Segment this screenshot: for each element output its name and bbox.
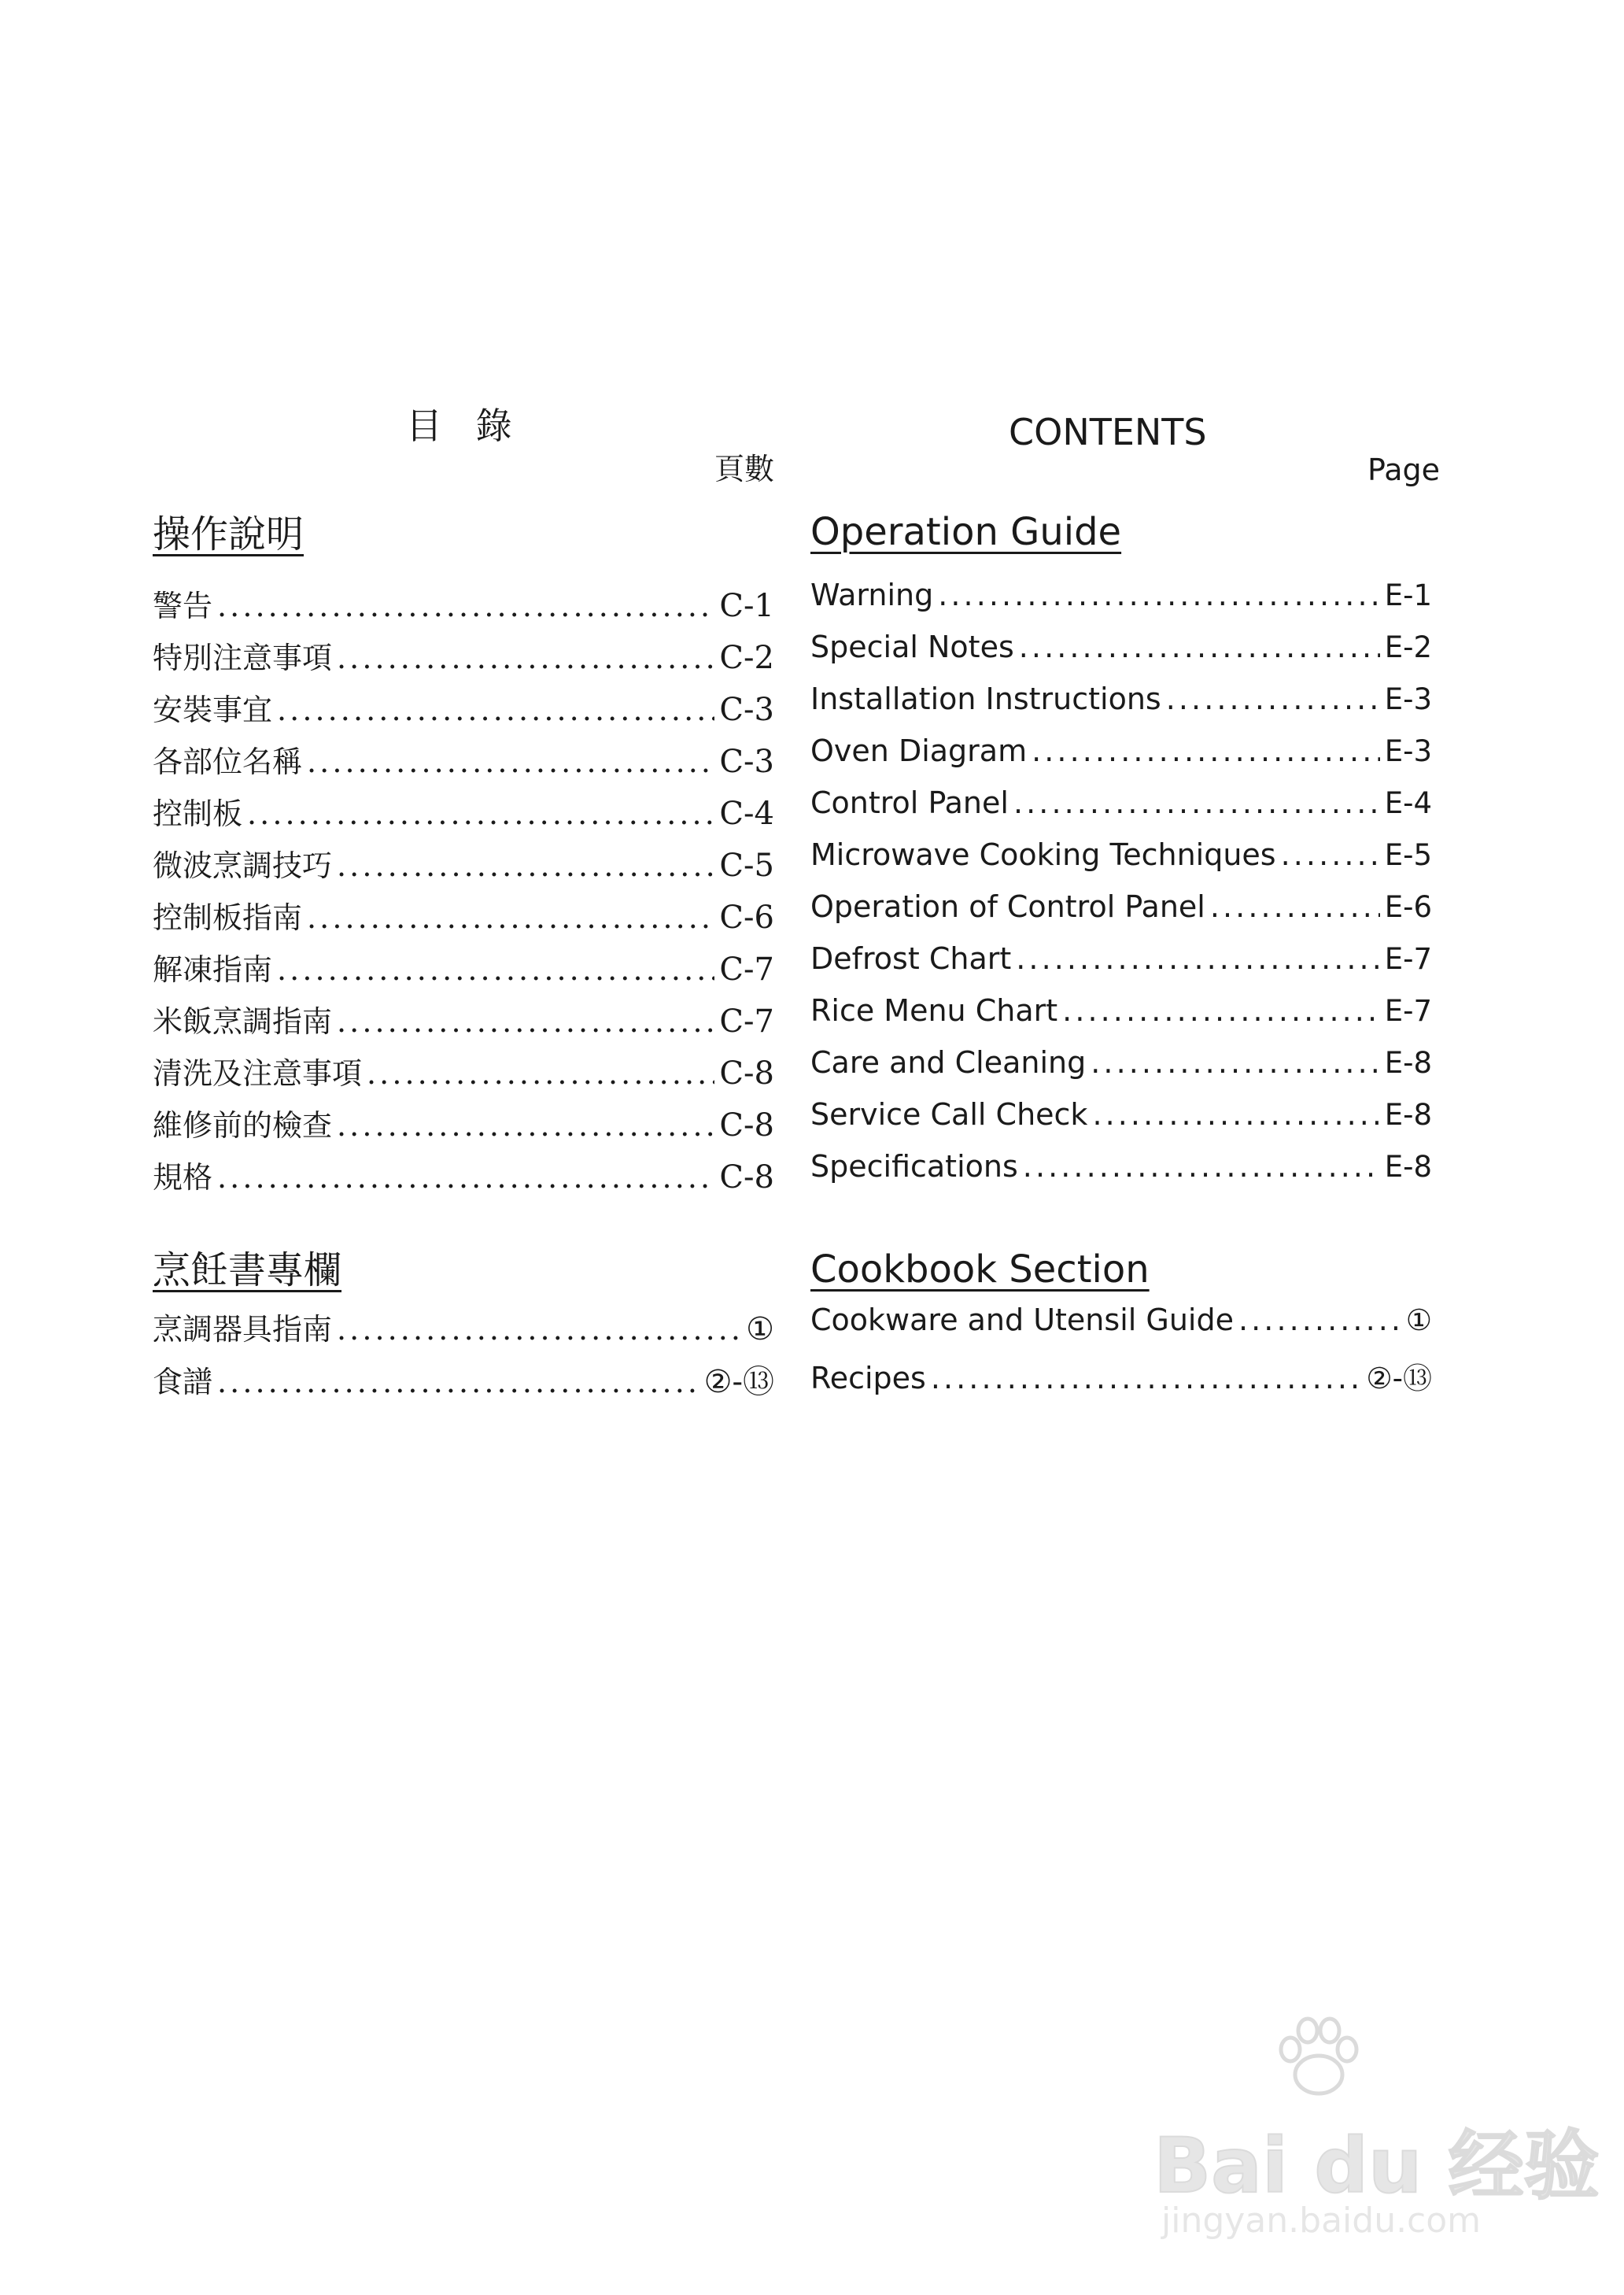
toc-entry-label: Rice Menu Chart: [810, 993, 1058, 1028]
toc-entry-page: E-5: [1384, 838, 1432, 872]
toc-entry-label: 清洗及注意事項: [153, 1056, 363, 1091]
toc-entry: [810, 837, 1432, 889]
toc-entry-label: Warning: [810, 578, 934, 612]
toc-entry: [153, 1049, 774, 1101]
toc-title-chinese: 目 錄: [406, 405, 523, 447]
toc-entry: [153, 841, 774, 893]
dot-leader: [1166, 682, 1380, 716]
toc-entry-label: Installation Instructions: [810, 682, 1161, 716]
toc-entry-page: E-3: [1384, 682, 1432, 716]
toc-entry-page: C-3: [719, 692, 774, 728]
dot-leader: [337, 848, 714, 883]
toc-entry-label: 米飯烹調指南: [153, 1004, 333, 1039]
toc-entry-page: E-8: [1384, 1150, 1432, 1184]
toc-entry-page: C-1: [719, 588, 774, 624]
toc-entry-page: ②-⑬: [703, 1364, 774, 1400]
operation-section-english: [810, 510, 1432, 1201]
toc-entry-page: E-6: [1384, 890, 1432, 924]
toc-entry-page: ①: [746, 1311, 774, 1347]
toc-entry: [153, 737, 774, 789]
dot-leader: [1091, 1045, 1379, 1080]
toc-entry-page: C-8: [719, 1107, 774, 1144]
dot-leader: [277, 952, 714, 987]
watermark-url: jingyan.baidu.com: [1161, 2201, 1482, 2241]
toc-entry: [153, 1305, 774, 1357]
page-column-header-english: Page: [1367, 453, 1440, 487]
toc-entry-page: C-3: [719, 744, 774, 780]
dot-leader: [1092, 1097, 1379, 1132]
toc-entry-label: Microwave Cooking Techniques: [810, 837, 1276, 872]
dot-leader: [217, 1365, 699, 1399]
dot-leader: [1016, 941, 1379, 976]
toc-entry: [153, 1357, 774, 1409]
toc-entry: [810, 941, 1432, 993]
toc-entry-page: E-1: [1384, 578, 1432, 612]
toc-title-english: CONTENTS: [1009, 411, 1207, 453]
dot-leader: [1238, 1303, 1401, 1337]
toc-entry-label: 規格: [153, 1160, 213, 1195]
dot-leader: [1210, 889, 1380, 924]
dot-leader: [931, 1361, 1362, 1395]
section-heading: 操作說明: [153, 512, 304, 556]
toc-entry-page: E-7: [1384, 942, 1432, 976]
dot-leader: [1281, 837, 1380, 872]
toc-entry-label: 食譜: [153, 1365, 213, 1399]
toc-entry: [810, 1149, 1432, 1201]
toc-entry-page: ②-⑬: [1366, 1362, 1432, 1395]
toc-entry-label: 警告: [153, 589, 213, 623]
toc-entry-label: 烹調器具指南: [153, 1312, 333, 1347]
dot-leader: [337, 1312, 741, 1347]
dot-leader: [1013, 785, 1380, 820]
toc-entry-label: Cookware and Utensil Guide: [810, 1303, 1234, 1337]
toc-entry: [153, 1153, 774, 1205]
operation-section-chinese: [153, 504, 774, 1205]
toc-entry-label: Operation of Control Panel: [810, 889, 1205, 924]
toc-entry-label: 解凍指南: [153, 952, 273, 987]
paw-logo-icon: [1272, 2012, 1366, 2106]
dot-leader: [367, 1056, 714, 1091]
toc-entry: [153, 945, 774, 997]
toc-entry-page: C-8: [719, 1055, 774, 1092]
cookbook-section-english: [810, 1247, 1432, 1406]
toc-entry: [810, 1045, 1432, 1097]
toc-entry: [153, 997, 774, 1049]
toc-entry: [153, 1101, 774, 1153]
toc-entry-label: Care and Cleaning: [810, 1045, 1087, 1080]
toc-entry: [153, 789, 774, 841]
dot-leader: [938, 578, 1379, 612]
dot-leader: [337, 1108, 714, 1143]
toc-entry-page: C-7: [719, 952, 774, 988]
toc-entry: [810, 993, 1432, 1045]
baidu-watermark: [1153, 2012, 1600, 2248]
toc-entry: [153, 893, 774, 945]
toc-entry: [810, 682, 1432, 734]
toc-entry: [810, 889, 1432, 941]
toc-entry-page: C-8: [719, 1159, 774, 1196]
toc-entry-label: 控制板: [153, 796, 243, 831]
toc-entry-page: E-4: [1384, 786, 1432, 820]
toc-entry-page: C-6: [719, 900, 774, 936]
toc-entry-page: E-2: [1384, 630, 1432, 664]
dot-leader: [217, 589, 714, 623]
page-column-header-chinese: 頁數: [714, 452, 774, 486]
toc-entry-page: C-4: [719, 796, 774, 832]
dot-leader: [1032, 734, 1380, 768]
toc-entry-label: 安裝事宜: [153, 693, 273, 727]
dot-leader: [1019, 630, 1380, 664]
toc-entry-label: 微波烹調技巧: [153, 848, 333, 883]
toc-entry: [153, 582, 774, 634]
toc-entry-page: E-7: [1384, 994, 1432, 1028]
dot-leader: [217, 1160, 714, 1195]
toc-entry-label: 各部位名稱: [153, 745, 303, 779]
toc-entry-label: 維修前的檢查: [153, 1108, 333, 1143]
toc-entry: [810, 1303, 1432, 1354]
section-heading: 烹飪書專欄: [153, 1248, 342, 1292]
toc-entry-label: Service Call Check: [810, 1097, 1088, 1132]
toc-entry-label: Control Panel: [810, 785, 1009, 820]
toc-entry-label: Specifications: [810, 1149, 1018, 1184]
section-heading: Cookbook Section: [810, 1247, 1150, 1292]
dot-leader: [277, 693, 714, 727]
toc-entry: [810, 1354, 1432, 1406]
section-heading: Operation Guide: [810, 510, 1122, 554]
toc-entry-label: Defrost Chart: [810, 941, 1012, 976]
dot-leader: [337, 641, 714, 675]
toc-entry-page: C-7: [719, 1003, 774, 1040]
dot-leader: [307, 900, 714, 935]
toc-entry: [810, 1097, 1432, 1149]
toc-entry: [810, 785, 1432, 837]
toc-entry-page: E-8: [1384, 1098, 1432, 1132]
toc-entry: [153, 634, 774, 686]
toc-entry: [810, 578, 1432, 630]
toc-entry-page: C-5: [719, 848, 774, 884]
toc-entry-label: Recipes: [810, 1361, 926, 1395]
dot-leader: [307, 745, 714, 779]
toc-entry-label: Special Notes: [810, 630, 1014, 664]
toc-entry: [810, 734, 1432, 785]
dot-leader: [337, 1004, 714, 1039]
toc-entry-page: E-3: [1384, 734, 1432, 768]
dot-leader: [1023, 1149, 1380, 1184]
toc-entry-label: Oven Diagram: [810, 734, 1028, 768]
dot-leader: [1062, 993, 1380, 1028]
toc-entry-page: ①: [1405, 1303, 1432, 1337]
toc-entry-page: C-2: [719, 640, 774, 676]
toc-entry: [153, 686, 774, 737]
dot-leader: [247, 796, 714, 831]
toc-entry-page: E-8: [1384, 1046, 1432, 1080]
toc-entry: [810, 630, 1432, 682]
toc-entry-label: 特別注意事項: [153, 641, 333, 675]
cookbook-section-chinese: [153, 1240, 774, 1409]
toc-entry-label: 控制板指南: [153, 900, 303, 935]
watermark-brand: Bai du 经验: [1153, 2122, 1600, 2210]
